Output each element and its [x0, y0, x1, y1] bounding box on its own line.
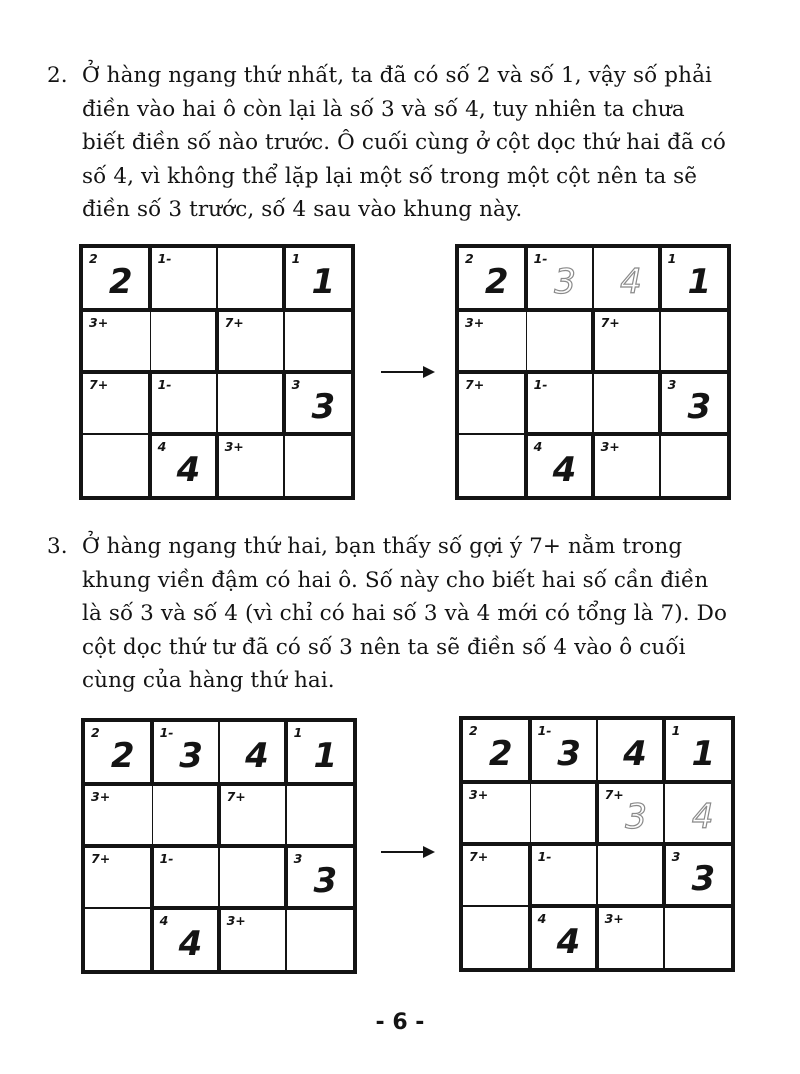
- cage-clue: 2: [469, 723, 478, 738]
- grid-cell: [286, 374, 351, 433]
- grid-cell: [151, 312, 216, 371]
- cage-clue: 4: [533, 438, 543, 454]
- grid-cell: [666, 846, 731, 905]
- cage-clue: 4: [159, 912, 169, 928]
- grid-cell: [288, 722, 353, 782]
- grid-cell: [220, 722, 285, 782]
- cage-clue: 1-: [537, 848, 552, 864]
- grid-cell: [661, 312, 728, 371]
- grid-cell: [459, 248, 524, 308]
- grid-cell: [459, 374, 524, 434]
- cage-clue: 1: [293, 725, 303, 740]
- grid-cell: [220, 848, 285, 907]
- grid-cell: [285, 312, 352, 371]
- grid-cell: [532, 846, 597, 905]
- step-3-paragraph: [47, 530, 728, 698]
- grid-cell: [599, 784, 664, 843]
- candidate-digit: 3: [625, 796, 647, 837]
- grid-cell: [598, 720, 663, 780]
- grid-cell: [665, 784, 732, 843]
- cell-digit: 1: [687, 262, 712, 303]
- cell-digit: 4: [245, 736, 269, 777]
- cage-clue: 3+: [224, 438, 244, 454]
- cage-clue: 3+: [465, 314, 485, 330]
- grid-cell: [532, 720, 597, 780]
- cage-clue: 1: [667, 251, 677, 266]
- cage-clue: 1: [671, 723, 681, 738]
- cell-digit: 3: [687, 386, 712, 427]
- cage-clue: 3+: [469, 786, 489, 802]
- grid-cell: [532, 908, 596, 968]
- page-number: - 6 -: [375, 1010, 425, 1035]
- grid-cell: [152, 436, 216, 496]
- grid-cell: [595, 436, 660, 496]
- cage-clue: 4: [537, 910, 547, 926]
- grid-cell: [463, 907, 528, 969]
- grid-cell: [661, 436, 728, 496]
- grid-cell: [219, 436, 284, 496]
- puzzle-grid-step3-before: [81, 718, 357, 974]
- step-2-line: số 4, vì không thể lặp lại một số trong một cột nên ta sẽ: [82, 163, 698, 189]
- grid-cell: [154, 910, 218, 970]
- cage-clue: 7+: [469, 848, 489, 864]
- cage-clue: 7+: [224, 314, 244, 330]
- grid-cell: [288, 848, 353, 907]
- cage-clue: 7+: [604, 786, 624, 802]
- arrow-right-icon: [381, 364, 435, 380]
- grid-cell: [595, 312, 660, 371]
- grid-cell: [83, 374, 148, 434]
- cell-digit: 4: [552, 449, 577, 490]
- step-3-line: Ở hàng ngang thứ hai, bạn thấy số gợi ý 7+ nằm trong: [82, 534, 683, 559]
- grid-cell: [287, 786, 354, 845]
- puzzle-grid-step2-after: [455, 244, 731, 500]
- step-2-line: Ở hàng ngang thứ nhất, ta đã có số 2 và số 1, vậy số phải: [82, 63, 712, 88]
- arrow-right-icon: [381, 844, 435, 860]
- cage-clue: 1-: [533, 376, 548, 392]
- step-2-line: điền số 3 trước, số 4 sau vào khung này.: [82, 197, 523, 222]
- cell-digit: 3: [179, 736, 203, 777]
- cell-digit: 2: [488, 734, 513, 775]
- cage-clue: 3: [671, 848, 681, 864]
- step-2-line: biết điền số nào trước. Ô cuối cùng ở cột dọc thứ hai đã có: [82, 130, 726, 155]
- grid-cell: [662, 374, 727, 433]
- cage-clue: 7+: [600, 314, 620, 330]
- grid-cell: [287, 910, 354, 970]
- candidate-digit: 4: [620, 262, 642, 303]
- cage-clue: 7+: [226, 788, 246, 804]
- cell-digit: 2: [110, 736, 135, 777]
- cage-clue: 3: [293, 850, 303, 866]
- grid-cell: [85, 848, 150, 908]
- grid-cell: [666, 720, 731, 780]
- grid-cell: [463, 846, 528, 906]
- step-2-number: 2.: [47, 63, 68, 88]
- cage-clue: 2: [89, 251, 98, 266]
- cell-digit: 2: [484, 262, 509, 303]
- grid-cell: [528, 374, 593, 433]
- grid-cell: [152, 374, 217, 433]
- cage-clue: 1-: [537, 723, 552, 738]
- grid-cell: [153, 786, 218, 845]
- grid-cell: [85, 786, 152, 845]
- cage-clue: 7+: [91, 850, 111, 866]
- grid-cell: [85, 722, 150, 782]
- cage-clue: 1-: [157, 251, 172, 266]
- grid-cell: [463, 784, 530, 843]
- grid-cell: [531, 784, 596, 843]
- cage-clue: 3+: [604, 910, 624, 926]
- grid-cell: [463, 720, 528, 780]
- grid-cell: [598, 846, 663, 905]
- cell-digit: 3: [311, 386, 336, 427]
- cage-clue: 3+: [89, 314, 109, 330]
- cage-clue: 3+: [226, 912, 246, 928]
- step-3-number: 3.: [47, 534, 68, 559]
- grid-cell: [219, 312, 284, 371]
- step-2-line: điền vào hai ô còn lại là số 3 và số 4, tuy nhiên ta chưa: [82, 96, 685, 122]
- step-3-line: khung viền đậm có hai ô. Số này cho biết hai số cần điền: [82, 567, 709, 593]
- cell-digit: 4: [623, 734, 647, 775]
- cage-clue: 3: [291, 376, 301, 392]
- grid-cell: [85, 909, 150, 971]
- cell-digit: 3: [691, 858, 716, 899]
- cage-clue: 7+: [465, 376, 485, 392]
- grid-cell: [528, 436, 592, 496]
- cage-clue: 1-: [159, 725, 174, 740]
- grid-cell: [83, 435, 148, 497]
- cage-clue: 1-: [533, 251, 548, 266]
- step-3-line: cùng của hàng thứ hai.: [82, 668, 335, 693]
- cell-digit: 1: [691, 734, 716, 775]
- grid-cell: [285, 436, 352, 496]
- cell-digit: 1: [313, 736, 338, 777]
- cell-digit: 4: [556, 921, 581, 962]
- grid-cell: [83, 312, 150, 371]
- grid-cell: [83, 248, 148, 308]
- step-3-line: cột dọc thứ tư đã có số 3 nên ta sẽ điền số 4 vào ô cuối: [82, 634, 686, 660]
- puzzle-grid-step2-before: [79, 244, 355, 500]
- grid-cell: [152, 248, 217, 308]
- grid-cell: [662, 248, 727, 308]
- cage-clue: 1: [291, 251, 301, 266]
- cage-clue: 2: [465, 251, 474, 266]
- grid-cell: [594, 248, 659, 308]
- grid-cell: [154, 722, 219, 782]
- cage-clue: 3+: [91, 788, 111, 804]
- grid-cell: [218, 374, 283, 433]
- grid-cell: [599, 908, 664, 968]
- cage-clue: 1-: [159, 850, 174, 866]
- cage-clue: 2: [91, 725, 100, 740]
- cage-clue: 7+: [89, 376, 109, 392]
- cell-digit: 1: [311, 262, 336, 303]
- puzzle-grid-step3-after: [459, 716, 735, 972]
- cell-digit: 4: [176, 449, 201, 490]
- candidate-digit: 3: [554, 262, 576, 303]
- cell-digit: 3: [313, 860, 338, 901]
- grid-cell: [218, 248, 283, 308]
- grid-cell: [594, 374, 659, 433]
- cage-clue: 1-: [157, 376, 172, 392]
- step-3-line: là số 3 và số 4 (vì chỉ có hai số 3 và 4 mới có tổng là 7). Do: [82, 601, 728, 626]
- cell-digit: 2: [108, 262, 133, 303]
- cell-digit: 3: [557, 734, 581, 775]
- step-2-paragraph: [47, 59, 726, 227]
- grid-cell: [221, 786, 286, 845]
- candidate-digit: 4: [691, 796, 714, 837]
- grid-cell: [286, 248, 351, 308]
- cage-clue: 3: [667, 376, 677, 392]
- grid-cell: [459, 435, 524, 497]
- grid-cell: [527, 312, 592, 371]
- cell-digit: 4: [178, 923, 203, 964]
- grid-cell: [459, 312, 526, 371]
- grid-cell: [221, 910, 286, 970]
- grid-cell: [665, 908, 732, 968]
- cage-clue: 4: [157, 438, 167, 454]
- grid-cell: [154, 848, 219, 907]
- grid-cell: [528, 248, 593, 308]
- cage-clue: 3+: [600, 438, 620, 454]
